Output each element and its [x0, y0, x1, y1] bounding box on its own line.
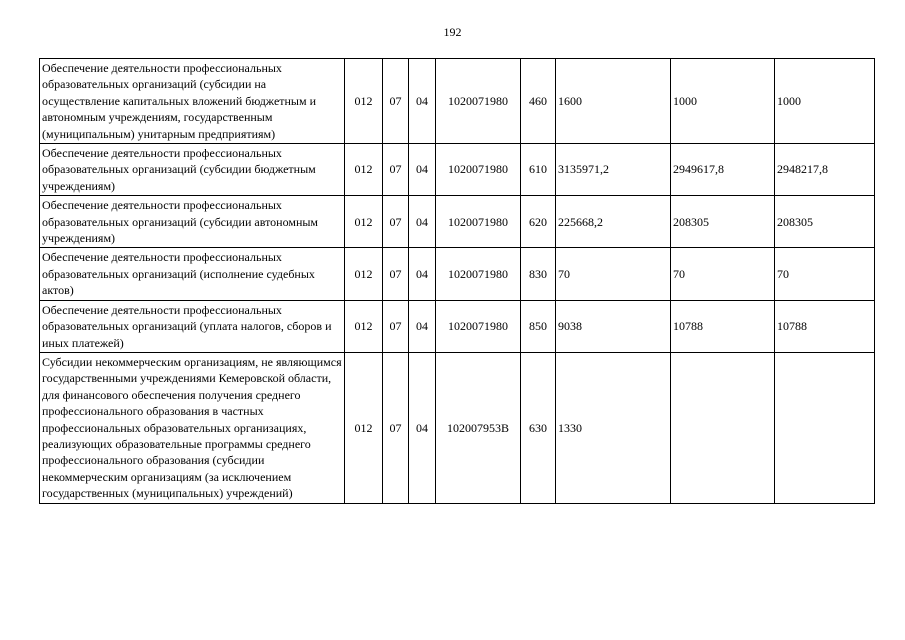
amount-year-2: 1000	[671, 59, 775, 144]
ministry-code: 012	[345, 196, 383, 248]
expense-type-code: 610	[521, 144, 556, 196]
target-code: 1020071980	[436, 196, 521, 248]
amount-year-3: 70	[775, 248, 875, 300]
ministry-code: 012	[345, 300, 383, 352]
amount-year-1: 225668,2	[556, 196, 671, 248]
table-row	[40, 248, 875, 300]
budget-table	[39, 58, 875, 504]
target-code: 1020071980	[436, 300, 521, 352]
subsection-code: 04	[409, 59, 436, 144]
expense-type-code: 830	[521, 248, 556, 300]
target-code: 1020071980	[436, 248, 521, 300]
expense-type-code: 620	[521, 196, 556, 248]
item-name: Обеспечение деятельности профессиональных образовательных организаций (уплата налогов, сборов и иных платежей)	[40, 300, 345, 352]
amount-year-1: 1330	[556, 352, 671, 503]
section-code: 07	[383, 248, 409, 300]
item-name: Субсидии некоммерческим организациям, не являющимся государственными учреждениями Кемеровской области, для финансового обеспечения получения среднего профессионального образования в частных профессиональных образовательных организациях, реализующих образовательные программы среднего профессионального образования (субсидии некоммерческим организациям (за исключением государственных (муниципальных) учреждений)	[40, 352, 345, 503]
table-row	[40, 300, 875, 352]
amount-year-3: 208305	[775, 196, 875, 248]
item-name: Обеспечение деятельности профессиональных образовательных организаций (субсидии бюджетным учреждениям)	[40, 144, 345, 196]
item-name: Обеспечение деятельности профессиональных образовательных организаций (субсидии автономным учреждениям)	[40, 196, 345, 248]
subsection-code: 04	[409, 144, 436, 196]
section-code: 07	[383, 144, 409, 196]
amount-year-2: 10788	[671, 300, 775, 352]
table-row	[40, 196, 875, 248]
target-code: 102007953В	[436, 352, 521, 503]
section-code: 07	[383, 300, 409, 352]
ministry-code: 012	[345, 144, 383, 196]
subsection-code: 04	[409, 300, 436, 352]
amount-year-3: 2948217,8	[775, 144, 875, 196]
section-code: 07	[383, 352, 409, 503]
amount-year-1: 70	[556, 248, 671, 300]
amount-year-1: 1600	[556, 59, 671, 144]
amount-year-2: 208305	[671, 196, 775, 248]
section-code: 07	[383, 196, 409, 248]
ministry-code: 012	[345, 248, 383, 300]
page-number: 192	[443, 25, 462, 39]
amount-year-3: 1000	[775, 59, 875, 144]
section-code: 07	[383, 59, 409, 144]
table-row	[40, 144, 875, 196]
amount-year-2	[671, 352, 775, 503]
subsection-code: 04	[409, 248, 436, 300]
amount-year-3: 10788	[775, 300, 875, 352]
item-name: Обеспечение деятельности профессиональных образовательных организаций (субсидии на осуществление капитальных вложений бюджетным и автономным учреждениям, государственным (муниципальным) унитарным предприятиям)	[40, 59, 345, 144]
expense-type-code: 630	[521, 352, 556, 503]
target-code: 1020071980	[436, 144, 521, 196]
amount-year-3	[775, 352, 875, 503]
target-code: 1020071980	[436, 59, 521, 144]
amount-year-1: 9038	[556, 300, 671, 352]
subsection-code: 04	[409, 352, 436, 503]
expense-type-code: 460	[521, 59, 556, 144]
ministry-code: 012	[345, 352, 383, 503]
amount-year-1: 3135971,2	[556, 144, 671, 196]
table-row	[40, 352, 875, 503]
item-name: Обеспечение деятельности профессиональных образовательных организаций (исполнение судебных актов)	[40, 248, 345, 300]
table-row	[40, 59, 875, 144]
amount-year-2: 2949617,8	[671, 144, 775, 196]
expense-type-code: 850	[521, 300, 556, 352]
amount-year-2: 70	[671, 248, 775, 300]
subsection-code: 04	[409, 196, 436, 248]
ministry-code: 012	[345, 59, 383, 144]
